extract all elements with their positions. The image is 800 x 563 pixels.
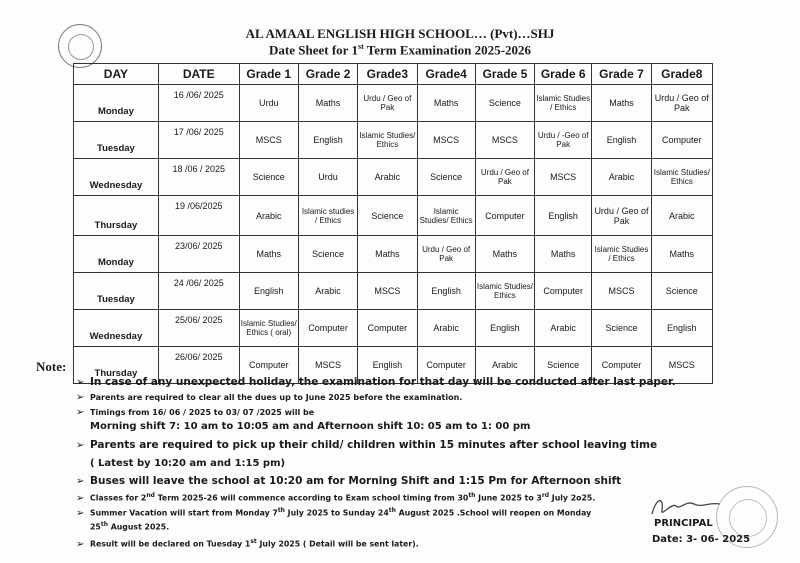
- cell-subject: Science: [535, 347, 592, 384]
- cell-subject: English: [239, 273, 298, 310]
- cell-subject: English: [592, 122, 651, 159]
- row-date: 25/06/ 2025: [158, 310, 239, 347]
- cell-subject: Science: [592, 310, 651, 347]
- cell-subject: Arabic: [298, 273, 357, 310]
- cell-subject: Arabic: [651, 196, 712, 236]
- cell-subject: English: [651, 310, 712, 347]
- cell-subject: Maths: [239, 236, 298, 273]
- cell-subject: Science: [239, 159, 298, 196]
- cell-subject: MSCS: [475, 122, 534, 159]
- row-day: Tuesday: [74, 122, 159, 159]
- table-row: [74, 273, 713, 310]
- header-grade8: Grade8: [651, 64, 712, 85]
- school-name: AL AMAAL ENGLISH HIGH SCHOOL… (Pvt)…SHJ: [245, 26, 555, 41]
- note-item: ➢ In case of any unexpected holiday, the examination for that day will be conducted after last paper.: [76, 376, 676, 388]
- cell-subject: MSCS: [417, 122, 475, 159]
- cell-subject: MSCS: [358, 273, 417, 310]
- cell-subject: Urdu: [298, 159, 357, 196]
- row-day: Monday: [74, 85, 159, 122]
- row-day: Tuesday: [74, 273, 159, 310]
- cell-subject: MSCS: [535, 159, 592, 196]
- table-row: [74, 159, 713, 196]
- cell-subject: Maths: [417, 85, 475, 122]
- row-day: Thursday: [74, 196, 159, 236]
- row-date: 24 /06/ 2025: [158, 273, 239, 310]
- cell-subject: English: [358, 347, 417, 384]
- cell-subject: Maths: [475, 236, 534, 273]
- table-row: [74, 122, 713, 159]
- cell-subject: Computer: [239, 347, 298, 384]
- cell-subject: Arabic: [535, 310, 592, 347]
- note-item-continued: Morning shift 7: 10 am to 10:05 am and Afternoon shift 10: 05 am to 1: 00 pm: [90, 421, 531, 432]
- row-day: Wednesday: [74, 310, 159, 347]
- row-date: 18 /06 / 2025: [158, 159, 239, 196]
- header-day: DAY: [74, 64, 159, 85]
- note-item: ➢ Buses will leave the school at 10:20 am for Morning Shift and 1:15 Pm for Afternoon shift: [76, 475, 622, 487]
- note-item: ➢ Parents are required to pick up their child/ children within 15 minutes after school leaving time: [76, 439, 658, 451]
- arrow-bullet-icon: ➢: [76, 507, 85, 519]
- arrow-bullet-icon: ➢: [76, 492, 85, 504]
- row-day: Monday: [74, 236, 159, 273]
- cell-subject: Maths: [592, 85, 651, 122]
- cell-subject: English: [298, 122, 357, 159]
- header-date: DATE: [158, 64, 239, 85]
- arrow-bullet-icon: ➢: [76, 538, 85, 550]
- cell-subject: Arabic: [592, 159, 651, 196]
- cell-subject: Arabic: [358, 159, 417, 196]
- arrow-bullet-icon: ➢: [76, 476, 85, 487]
- row-date: 16 /06/ 2025: [158, 85, 239, 122]
- cell-subject: Islamic Studies/ Ethics ( oral): [239, 310, 298, 347]
- cell-subject: Maths: [535, 236, 592, 273]
- cell-subject: Urdu / -Geo of Pak: [535, 122, 592, 159]
- cell-subject: Computer: [535, 273, 592, 310]
- cell-subject: Maths: [651, 236, 712, 273]
- header-grade7: Grade 7: [592, 64, 651, 85]
- cell-subject: Islamic Studies / Ethics: [592, 236, 651, 273]
- cell-subject: Science: [651, 273, 712, 310]
- row-date: 19 /06/2025: [158, 196, 239, 236]
- cell-subject: Islamic Studies / Ethics: [535, 85, 592, 122]
- cell-subject: Urdu / Geo of Pak: [651, 85, 712, 122]
- note-item-continued: ( Latest by 10:20 am and 1:15 pm): [90, 458, 286, 469]
- cell-subject: Urdu / Geo of Pak: [417, 236, 475, 273]
- arrow-bullet-icon: ➢: [76, 440, 85, 451]
- cell-subject: Arabic: [239, 196, 298, 236]
- cell-subject: Science: [298, 236, 357, 273]
- cell-subject: MSCS: [298, 347, 357, 384]
- cell-subject: Science: [358, 196, 417, 236]
- arrow-bullet-icon: ➢: [76, 407, 85, 418]
- cell-subject: English: [417, 273, 475, 310]
- cell-subject: Computer: [651, 122, 712, 159]
- header-grade6: Grade 6: [535, 64, 592, 85]
- arrow-bullet-icon: ➢: [76, 377, 85, 388]
- page-title: Date Sheet for 1st Term Examination 2025-2026: [269, 42, 531, 58]
- cell-subject: Computer: [358, 310, 417, 347]
- arrow-bullet-icon: ➢: [76, 392, 85, 403]
- cell-subject: Maths: [298, 85, 357, 122]
- cell-subject: Islamic Studies/ Ethics: [475, 273, 534, 310]
- cell-subject: Islamic Studies/ Ethics: [651, 159, 712, 196]
- cell-subject: Urdu: [239, 85, 298, 122]
- cell-subject: English: [475, 310, 534, 347]
- cell-subject: Islamic Studies/ Ethics: [358, 122, 417, 159]
- cell-subject: MSCS: [592, 273, 651, 310]
- cell-subject: Computer: [475, 196, 534, 236]
- note-item: ➢ Parents are required to clear all the dues up to June 2025 before the examination.: [76, 392, 463, 403]
- cell-subject: Arabic: [475, 347, 534, 384]
- note-item: ➢ Result will be declared on Tuesday 1st July 2025 ( Detail will be sent later).: [76, 538, 419, 550]
- table-row: [74, 310, 713, 347]
- table-row: [74, 196, 713, 236]
- header-grade3: Grade3: [358, 64, 417, 85]
- header-grade2: Grade 2: [298, 64, 357, 85]
- cell-subject: Maths: [358, 236, 417, 273]
- note-item: ➢ Summer Vacation will start from Monday 7th July 2025 to Sunday 24th August 2025 .School will reopen on Monday: [76, 507, 592, 519]
- issue-date: Date: 3- 06- 2025: [652, 534, 751, 545]
- cell-subject: MSCS: [239, 122, 298, 159]
- notes-label: Note:: [36, 359, 67, 374]
- header-grade5: Grade 5: [475, 64, 534, 85]
- table-row: [74, 85, 713, 122]
- note-item: ➢ Timings from 16/ 06 / 2025 to 03/ 07 /2025 will be: [76, 407, 315, 418]
- note-item: ➢ Classes for 2nd Term 2025-26 will commence according to Exam school timing from 30th June 2025 to 3rd July 2o25.: [76, 492, 596, 504]
- cell-subject: Computer: [298, 310, 357, 347]
- cell-subject: Urdu / Geo of Pak: [592, 196, 651, 236]
- principal-label: PRINCIPAL: [654, 518, 713, 529]
- header-grade4: Grade4: [417, 64, 475, 85]
- cell-subject: Science: [417, 159, 475, 196]
- cell-subject: Islamic studies / Ethics: [298, 196, 357, 236]
- cell-subject: Science: [475, 85, 534, 122]
- row-date: 23/06/ 2025: [158, 236, 239, 273]
- cell-subject: Arabic: [417, 310, 475, 347]
- cell-subject: Urdu / Geo of Pak: [475, 159, 534, 196]
- header-grade1: Grade 1: [239, 64, 298, 85]
- row-date: 26/06/ 2025: [158, 347, 239, 384]
- row-day: Thursday: [74, 347, 159, 384]
- note-item-continued: 25th August 2025.: [90, 521, 170, 532]
- cell-subject: Computer: [417, 347, 475, 384]
- exam-schedule-table: [73, 63, 713, 384]
- table-row: [74, 236, 713, 273]
- cell-subject: Computer: [592, 347, 651, 384]
- cell-subject: English: [535, 196, 592, 236]
- row-day: Wednesday: [74, 159, 159, 196]
- table-header-row: [74, 64, 713, 85]
- cell-subject: Urdu / Geo of Pak: [358, 85, 417, 122]
- cell-subject: Islamic Studies/ Ethics: [417, 196, 475, 236]
- row-date: 17 /06/ 2025: [158, 122, 239, 159]
- cell-subject: MSCS: [651, 347, 712, 384]
